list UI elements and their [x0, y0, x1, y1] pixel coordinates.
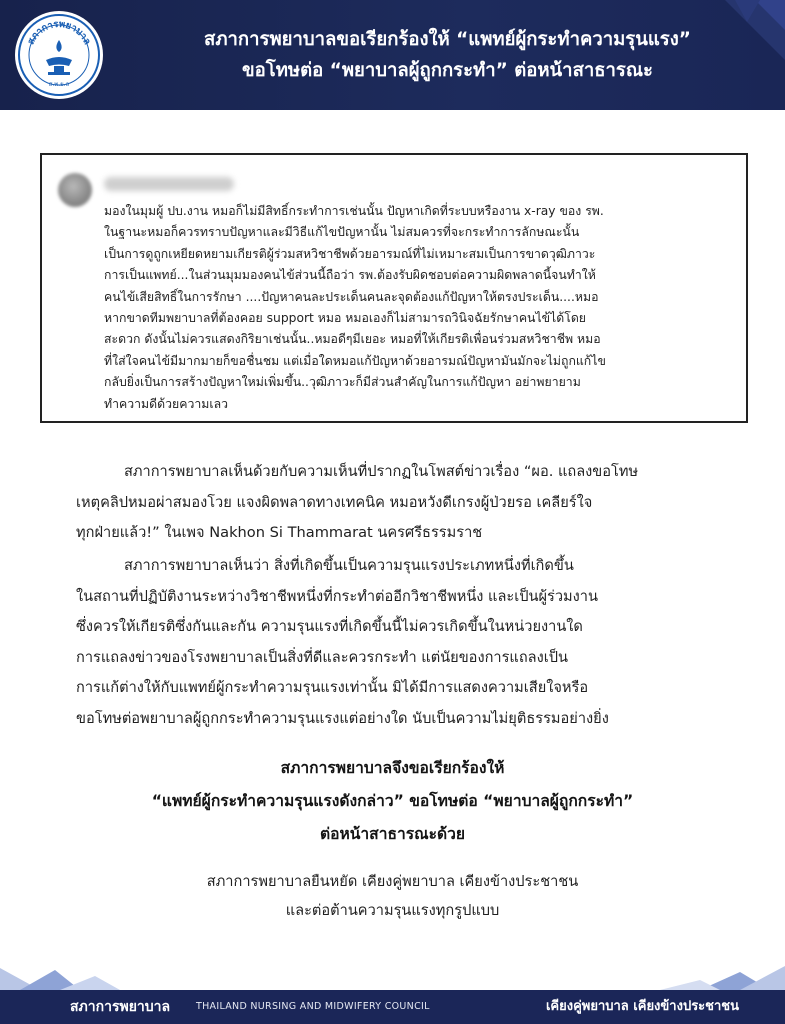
- comment-line: การเป็นแพทย์...ในส่วนมุมมองคนไข้ส่วนนี้ถือว่า รพ.ต้องรับผิดชอบต่อความผิดพลาดนี้จนทำให้: [104, 268, 596, 283]
- page-title: [110, 0, 785, 110]
- paragraph-line: การแถลงข่าวของโรงพยาบาลเป็นสิ่งที่ดีและควรกระทำ แต่นัยของการแถลงเป็น: [76, 648, 568, 666]
- paragraph-line: สภาการพยาบาลเห็นด้วยกับความเห็นที่ปรากฏในโพสต์ข่าวเรื่อง “ผอ. แถลงขอโทษ: [124, 463, 639, 480]
- comment-line: เป็นการดูถูกเหยียดหยามเกียรติผู้ร่วมสหวิชาชีพด้วยอารมณ์ที่ไม่เหมาะสมเป็นการขาดวุฒิภาวะ: [104, 246, 596, 261]
- paragraph-line: การแก้ต่างให้กับแพทย์ผู้กระทำความรุนแรงเท่านั้น มิได้มีการแสดงความเสียใจหรือ: [76, 679, 589, 696]
- paragraph-agreement: [76, 457, 716, 549]
- comment-line: กลับยิ่งเป็นการสร้างปัญหาใหม่เพิ่มขึ้น..วุฒิภาวะก็มีส่วนสำคัญในการแก้ปัญหา อย่าพยายาม: [104, 375, 581, 390]
- paragraph-line: ขอโทษต่อพยาบาลผู้ถูกกระทำความรุนแรงแต่อย่างใด นับเป็นความไม่ยุติธรรมอย่างยิ่ง: [76, 709, 609, 727]
- quoted-comment-box: [40, 153, 748, 423]
- logo-bottom-text: ส.พ.ย.ล: [48, 81, 70, 88]
- stance-line: สภาการพยาบาลยืนหยัด เคียงคู่พยาบาล เคียงข้างประชาชน: [206, 873, 579, 890]
- comment-line: ทำความดีด้วยความเลว: [104, 396, 229, 411]
- page-footer: [0, 990, 785, 1024]
- paragraph-line: ในสถานที่ปฏิบัติงานระหว่างวิชาชีพหนึ่งที่กระทำต่ออีกวิชาชีพหนึ่ง และเป็นผู้ร่วมงาน: [76, 587, 598, 605]
- comment-line: หากขาดทีมพยาบาลที่ต้องคอย support หมอ หมอเองก็ไม่สามารถวินิจฉัยรักษาคนไข้ได้โดย: [104, 311, 587, 326]
- demand-line: “แพทย์ผู้กระทำความรุนแรงดังกล่าว” ขอโทษต่อ “พยาบาลผู้ถูกกระทำ”: [151, 792, 634, 810]
- paragraph-line: เหตุคลิปหมอผ่าสมองโวย แจงผิดพลาดทางเทคนิค หมอหวังดีเกรงผู้ป่วยรอ เคลียร์ใจ: [76, 493, 593, 511]
- demand-line: สภาการพยาบาลจึงขอเรียกร้องให้: [280, 759, 505, 777]
- comment-line: มองในมุมผู้ ปบ.งาน หมอก็ไม่มีสิทธิ์กระทำการเช่นนั้น ปัญหาเกิดที่ระบบหรืองาน x-ray ของ รพ.: [104, 204, 604, 218]
- comment-line: สะดวก ดังนั้นไม่ควรแสดงกิริยาเช่นนั้น..หมอดีๆมีเยอะ หมอที่ให้เกียรติเพื่อนร่วมสหวิชาชีพ หมอ: [104, 332, 601, 347]
- nursing-council-logo-icon: [14, 10, 104, 100]
- footer-org-english: THAILAND NURSING AND MIDWIFERY COUNCIL: [196, 1001, 430, 1012]
- stance-statement: [40, 867, 745, 925]
- paragraph-line: ทุกฝ่ายแล้ว!” ในเพจ Nakhon Si Thammarat นครศรีธรรมราช: [76, 524, 483, 541]
- blurred-avatar: [58, 173, 92, 207]
- stance-line: และต่อต้านความรุนแรงทุกรูปแบบ: [285, 902, 500, 919]
- comment-line: ในฐานะหมอก็ควรทราบปัญหาและมีวิธีแก้ไขปัญหานั้น ไม่สมควรที่จะกระทำการลักษณะนั้น: [104, 225, 580, 240]
- demand-statement: [40, 752, 745, 851]
- paragraph-line: ซึ่งควรให้เกียรติซึ่งกันและกัน ความรุนแรงที่เกิดขึ้นนี้ไม่ควรเกิดขึ้นในหน่วยงานใด: [76, 618, 583, 635]
- paragraph-line: สภาการพยาบาลเห็นว่า สิ่งที่เกิดขึ้นเป็นความรุนแรงประเภทหนึ่งที่เกิดขึ้น: [124, 557, 574, 574]
- page-header: [0, 0, 785, 110]
- footer-slogan: เคียงคู่พยาบาล เคียงข้างประชาชน: [545, 999, 739, 1014]
- blurred-username: [104, 177, 234, 191]
- paragraph-position: [76, 551, 716, 734]
- title-line-2: ขอโทษต่อ “พยาบาลผู้ถูกกระทำ” ต่อหน้าสาธารณะ: [242, 60, 653, 81]
- comment-line: คนไข้เสียสิทธิ์ในการรักษา ....ปัญหาคนละประเด็นคนละจุดต้องแก้ปัญหาให้ตรงประเด็น....หมอ: [104, 289, 599, 304]
- footer-decoration: [0, 960, 785, 990]
- footer-org-thai: สภาการพยาบาล: [70, 999, 171, 1015]
- comment-line: ที่ใส่ใจคนไข้มีมากมายก็ขอชื่นชม แต่เมื่อใดหมอแก้ปัญหาด้วยอารมณ์ปัญหามันมักจะไม่ถูกแก้ไข: [104, 353, 606, 368]
- quoted-comment-text: [104, 201, 736, 415]
- demand-line: ต่อหน้าสาธารณะด้วย: [320, 825, 465, 843]
- logo-arc-text: สภาการพยาบาล: [25, 18, 93, 47]
- title-line-1: สภาการพยาบาลขอเรียกร้องให้ “แพทย์ผู้กระทำความรุนแรง”: [204, 29, 691, 50]
